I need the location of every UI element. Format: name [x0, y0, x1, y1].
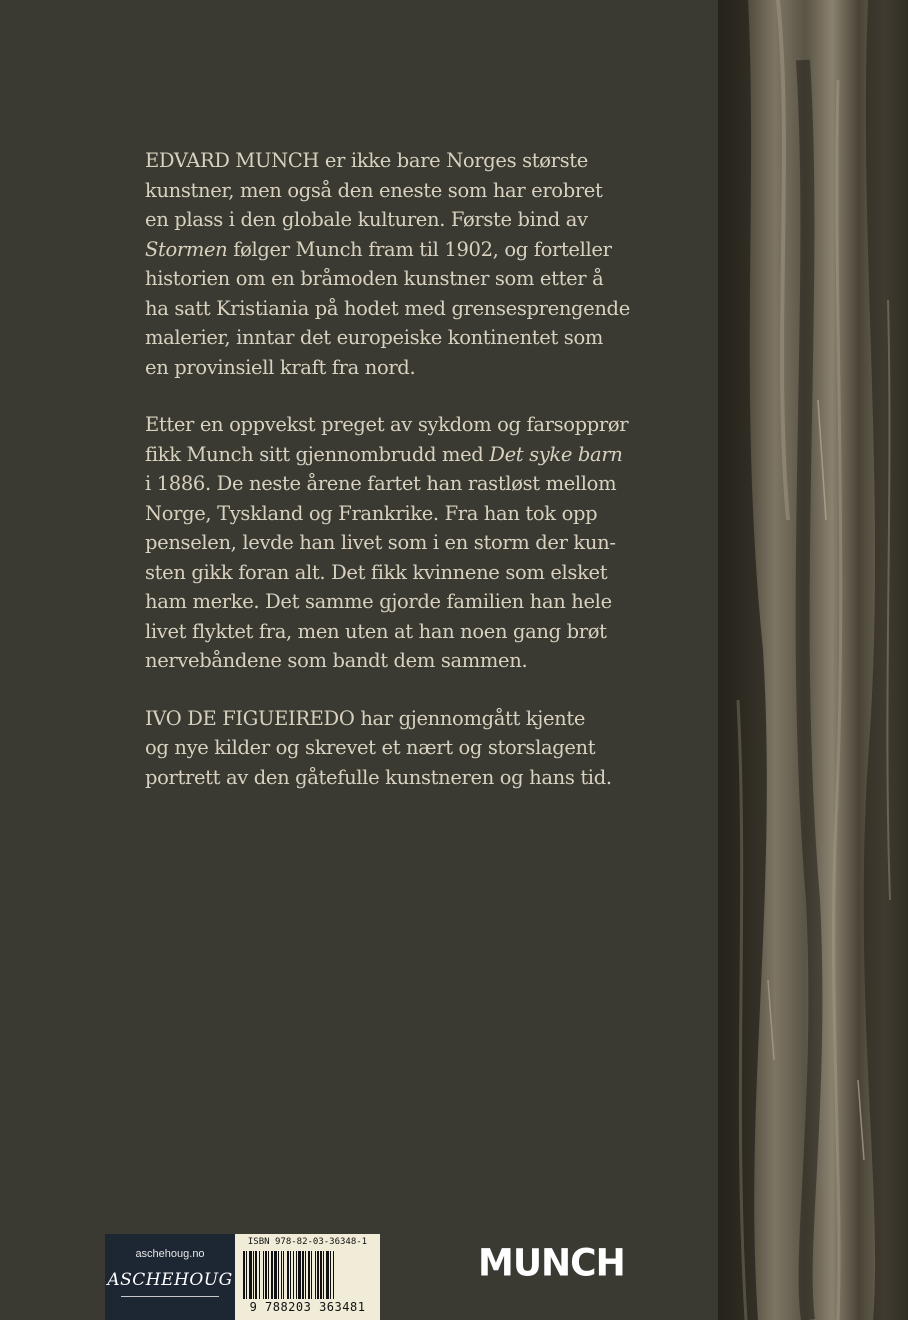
text-line: i 1886. De neste årene fartet han rastløst mellom — [145, 472, 617, 495]
barcode-bar — [263, 1251, 264, 1299]
barcode-bar — [293, 1251, 294, 1299]
text-line: ha satt Kristiania på hodet med grensesprengende — [145, 296, 630, 320]
text-line: livet flyktet fra, men uten at han noen gang brøt — [145, 619, 607, 643]
text-line: Norge, Tyskland og Frankrike. Fra han tok opp — [145, 501, 598, 525]
barcode-bar — [305, 1251, 306, 1299]
barcode-bar — [287, 1251, 289, 1299]
barcode-bar — [259, 1251, 260, 1299]
text-line: sten gikk foran alt. Det fikk kvinnene som elsket — [145, 560, 608, 584]
barcode-icon — [243, 1251, 372, 1299]
text-line — [145, 440, 705, 470]
publisher-logo: ASCHEHOUG — [107, 1270, 233, 1290]
text-line: en plass i den globale kulturen. Første bind av — [145, 208, 588, 231]
blurb-text — [145, 146, 705, 820]
barcode-bar — [253, 1251, 254, 1299]
publisher-block — [105, 1234, 235, 1320]
barcode-bar — [330, 1251, 331, 1299]
woodcut-artwork — [718, 0, 908, 1320]
barcode-bar — [290, 1251, 291, 1299]
barcode-bar — [333, 1251, 334, 1299]
barcode-digits: 9 788203 363481 — [249, 1300, 366, 1314]
barcode-bar — [320, 1251, 322, 1299]
text-line: kunstner, men også den eneste som har erobret — [145, 178, 603, 202]
text-line: historien om en bråmoden kunstner som etter å — [145, 267, 604, 290]
barcode-bar — [296, 1251, 297, 1299]
text-line: Etter en oppvekst preget av sykdom og farsopprør — [145, 413, 629, 436]
barcode-bar — [268, 1251, 269, 1299]
barcode-bar — [308, 1251, 310, 1299]
text-line: ham merke. Det samme gjorde familien han hele — [145, 590, 612, 613]
barcode-bar — [243, 1251, 245, 1299]
barcode-bar — [249, 1251, 252, 1299]
barcode-bar — [271, 1251, 273, 1299]
text-line: nervebåndene som bandt dem sammen. — [145, 649, 528, 672]
text-line: malerier, inntar det europeiske kontinentet som — [145, 326, 603, 349]
publisher-divider — [121, 1296, 219, 1297]
isbn-label: ISBN 978-82-03-36348-1 — [247, 1237, 368, 1247]
barcode-bar — [311, 1251, 312, 1299]
text-line: en provinsiell kraft fra nord. — [145, 355, 416, 379]
paragraph-3 — [145, 704, 705, 793]
text-segment: følger Munch fram til 1902, og forteller — [227, 237, 612, 261]
barcode-bar — [246, 1251, 247, 1299]
barcode-bar — [302, 1251, 304, 1299]
text-line: penselen, levde han livet som i en storm der kun- — [145, 531, 616, 554]
barcode-bar — [281, 1251, 282, 1299]
book-title-italic: Stormen — [145, 237, 228, 261]
barcode-bar — [298, 1251, 301, 1299]
text-line: EDVARD MUNCH er ikke bare Norges største — [145, 149, 588, 172]
barcode-bar — [315, 1251, 316, 1299]
text-line — [145, 235, 705, 265]
text-segment: fikk Munch sitt gjennombrudd med — [145, 442, 490, 466]
munch-logo: MUNCH — [478, 1241, 625, 1286]
paragraph-2 — [145, 410, 705, 676]
publisher-url[interactable]: aschehoug.no — [135, 1248, 205, 1260]
barcode-bar — [278, 1251, 279, 1299]
barcode-bar — [265, 1251, 267, 1299]
barcode-bar — [255, 1251, 257, 1299]
woodcut-texture — [718, 0, 908, 1320]
text-line: IVO DE FIGUEIREDO har gjennomgått kjente — [145, 706, 586, 730]
barcode-block — [235, 1234, 380, 1320]
text-line: og nye kilder og skrevet et nært og storslagent — [145, 736, 596, 759]
barcode-bar — [323, 1251, 324, 1299]
text-line: portrett av den gåtefulle kunstneren og hans tid. — [145, 765, 612, 789]
barcode-bar — [274, 1251, 277, 1299]
barcode-bar — [326, 1251, 329, 1299]
barcode-bar — [317, 1251, 319, 1299]
barcode-bar — [283, 1251, 284, 1299]
painting-title-italic: Det syke barn — [489, 442, 623, 466]
paragraph-1 — [145, 146, 705, 382]
